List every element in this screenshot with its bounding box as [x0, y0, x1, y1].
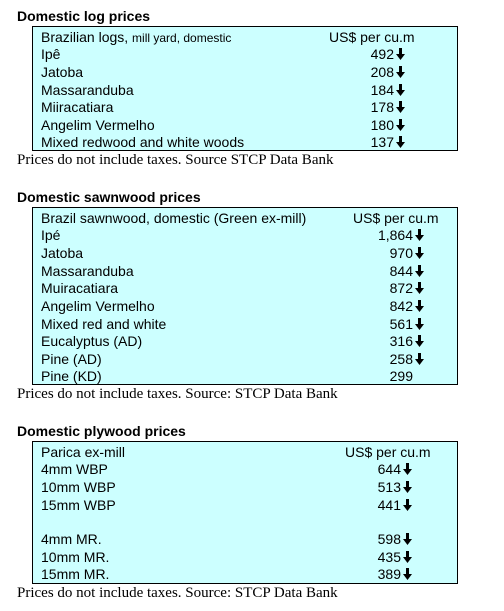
table-row: [33, 133, 457, 151]
table-row: [33, 496, 457, 514]
table-row: [33, 350, 457, 368]
down-arrow-icon: [403, 481, 412, 493]
log-header-unit: US$ per cu.m: [329, 29, 415, 45]
ply-section-title: Domestic plywood prices: [17, 423, 186, 439]
log-header-label: Brazilian logs, mill yard, domestic: [41, 29, 232, 45]
sawn-source-note: Prices do not include taxes. Source: STCP Data Bank: [17, 386, 338, 402]
price-value: 644: [378, 460, 412, 478]
price-value: 842: [390, 297, 424, 315]
species-name: Mixed red and white: [41, 316, 167, 332]
down-arrow-icon: [396, 48, 405, 60]
table-row: [33, 116, 457, 134]
table-row: [33, 530, 457, 548]
down-arrow-icon: [415, 229, 424, 241]
ply-source-note: Prices do not include taxes. Source: STCP Data Bank: [17, 585, 338, 601]
down-arrow-icon: [415, 265, 424, 277]
price-value: 441: [378, 496, 412, 514]
price-value: 389: [378, 565, 412, 583]
species-name: Pine (AD): [41, 351, 102, 367]
down-arrow-icon: [415, 247, 424, 259]
table-row: [33, 367, 457, 385]
table-row: [33, 98, 457, 116]
species-name: Eucalyptus (AD): [41, 333, 143, 349]
price-value: 598: [378, 530, 412, 548]
table-row: [33, 244, 457, 262]
table-row: [33, 63, 457, 81]
table-row: [33, 478, 457, 496]
table-row: [33, 45, 457, 63]
down-arrow-icon: [403, 533, 412, 545]
species-name: Miiracatiara: [41, 99, 114, 115]
sawn-price-table: [32, 207, 458, 385]
price-value: 513: [378, 478, 412, 496]
down-arrow-icon: [415, 282, 424, 294]
ply-price-table: [32, 441, 458, 584]
price-value: 258: [390, 350, 424, 368]
product-name: 4mm WBP: [41, 461, 108, 477]
log-price-table: [32, 26, 458, 151]
table-row: [33, 315, 457, 333]
product-name: 10mm WBP: [41, 479, 116, 495]
price-value: 137: [371, 133, 405, 151]
log-section-title: Domestic log prices: [17, 8, 151, 24]
price-value: 1,864: [378, 226, 424, 244]
down-arrow-icon: [415, 335, 424, 347]
price-value: 561: [390, 315, 424, 333]
price-value: 178: [371, 98, 405, 116]
price-value: 872: [390, 279, 424, 297]
ply-header-label: Parica ex-mill: [41, 444, 126, 460]
table-row: [33, 226, 457, 244]
species-name: Ipê: [41, 46, 61, 62]
down-arrow-icon: [415, 353, 424, 365]
species-name: Muiracatiara: [41, 280, 119, 296]
species-name: Pine (KD): [41, 368, 102, 384]
sawn-header-unit: US$ per cu.m: [353, 210, 439, 226]
price-value: 492: [371, 45, 405, 63]
price-value: 316: [390, 332, 424, 350]
table-row: [33, 81, 457, 99]
table-row: [33, 332, 457, 350]
price-value: 208: [371, 63, 405, 81]
table-row: [33, 548, 457, 566]
sawn-header-label: Brazil sawnwood, domestic (Green ex-mill): [41, 210, 307, 226]
down-arrow-icon: [403, 551, 412, 563]
down-arrow-icon: [403, 568, 412, 580]
product-name: 15mm MR.: [41, 566, 110, 582]
down-arrow-icon: [396, 101, 405, 113]
ply-header-unit: US$ per cu.m: [345, 444, 431, 460]
table-row: [33, 262, 457, 280]
down-arrow-icon: [396, 66, 405, 78]
price-value: 299: [389, 368, 413, 384]
species-name: Angelim Vermelho: [41, 298, 155, 314]
down-arrow-icon: [396, 84, 405, 96]
species-name: Jatoba: [41, 245, 84, 261]
table-row: [33, 279, 457, 297]
product-name: 4mm MR.: [41, 531, 102, 547]
price-value: 435: [378, 548, 412, 566]
price-value: 184: [371, 81, 405, 99]
table-row: [33, 565, 457, 583]
price-value: 844: [390, 262, 424, 280]
down-arrow-icon: [403, 499, 412, 511]
ply-table-header: [33, 443, 457, 461]
species-name: Mixed redwood and white woods: [41, 134, 245, 150]
species-name: Jatoba: [41, 64, 84, 80]
product-name: 15mm WBP: [41, 497, 116, 513]
table-row: [33, 460, 457, 478]
log-table-header: [33, 28, 457, 46]
species-name: Angelim Vermelho: [41, 117, 155, 133]
table-row: [33, 297, 457, 315]
species-name: Massaranduba: [41, 82, 134, 98]
down-arrow-icon: [403, 463, 412, 475]
down-arrow-icon: [396, 136, 405, 148]
price-value: 970: [390, 244, 424, 262]
species-name: Ipé: [41, 227, 61, 243]
sawn-table-header: [33, 209, 457, 227]
down-arrow-icon: [415, 300, 424, 312]
species-name: Massaranduba: [41, 263, 134, 279]
price-value: 180: [371, 116, 405, 134]
log-source-note: Prices do not include taxes. Source STCP Data Bank: [17, 152, 334, 168]
down-arrow-icon: [415, 318, 424, 330]
down-arrow-icon: [396, 119, 405, 131]
product-name: 10mm MR.: [41, 549, 110, 565]
sawn-section-title: Domestic sawnwood prices: [17, 189, 201, 205]
